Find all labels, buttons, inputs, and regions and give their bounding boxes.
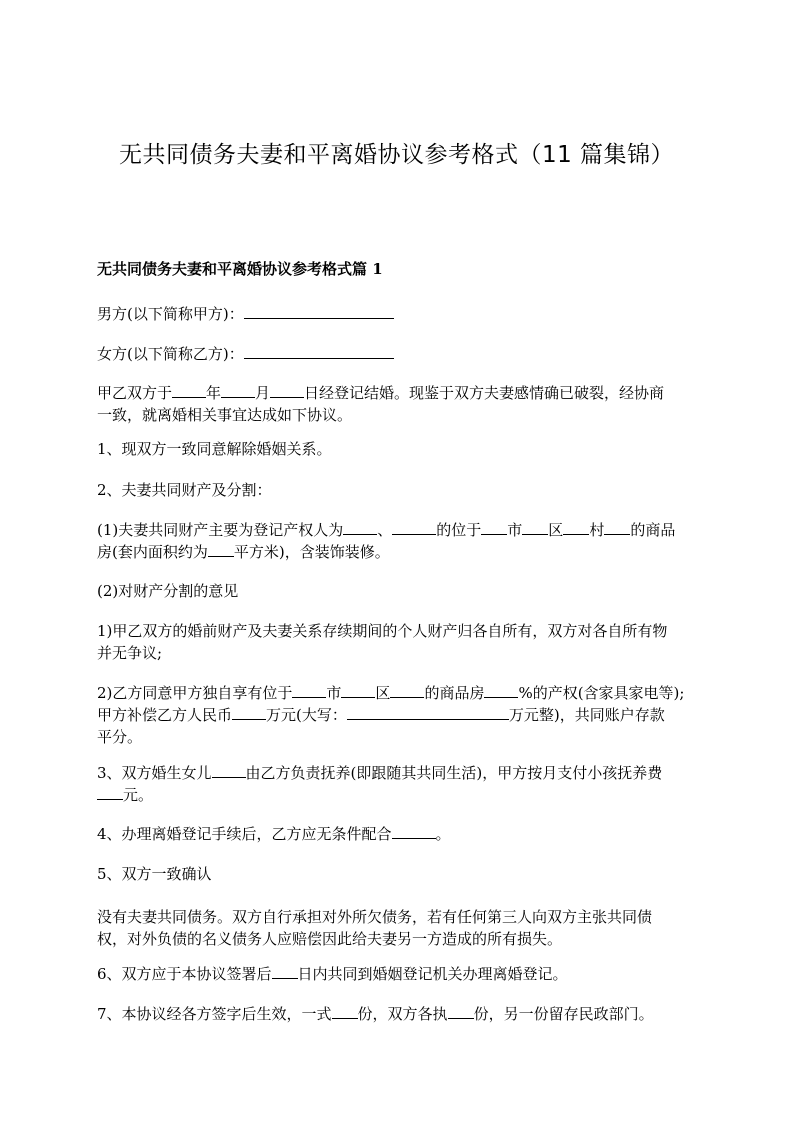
text-run: 月 xyxy=(255,384,271,402)
text-run: 市 xyxy=(507,521,523,539)
female-party-line xyxy=(97,343,707,365)
city-blank xyxy=(481,519,507,535)
item-7 xyxy=(97,1003,707,1025)
text-run: 一致，就离婚相关事宜达成如下协议。 xyxy=(97,406,353,424)
owner-blank-2 xyxy=(392,519,436,535)
section-heading: 无共同债务夫妻和平离婚协议参考格式篇 1 xyxy=(97,260,383,278)
text-run: 万元(大写： xyxy=(266,706,347,724)
house-percent-blank xyxy=(484,682,518,698)
village-blank-2 xyxy=(604,519,630,535)
cooperate-blank xyxy=(392,823,436,839)
text-run: %的产权(含家具家电等); xyxy=(518,684,685,702)
text-run: 7、本协议经各方签字后生效，一式 xyxy=(97,1005,332,1023)
area-blank xyxy=(208,541,234,557)
text-run: 份，另一份留存民政部门。 xyxy=(473,1005,654,1023)
house-city-blank xyxy=(292,682,326,698)
each-copies-blank xyxy=(448,1003,474,1019)
opinion-heading: (2)对财产分割的意见 xyxy=(97,582,239,600)
male-party-blank xyxy=(244,303,394,319)
text-run: 、 xyxy=(377,521,393,539)
item-5: 5、双方一致确认 xyxy=(97,865,212,883)
year-blank xyxy=(172,382,206,398)
text-run: 没有夫妻共同债务。双方自行承担对外所欠债务，若有任何第三人向双方主张共同债 xyxy=(97,908,653,926)
text-run: 平方米)，含装饰装修。 xyxy=(233,543,390,561)
male-party-label: 男方(以下简称甲方)： xyxy=(97,305,244,323)
text-run: 3、双方婚生女儿 xyxy=(97,764,212,782)
text-run: 权，对外负债的名义债务人应赔偿因此给夫妻另一方造成的所有损失。 xyxy=(97,930,563,948)
item-4 xyxy=(97,823,707,845)
text-run: 区 xyxy=(548,521,564,539)
text-run: 份，双方各执 xyxy=(357,1005,448,1023)
text-run: 的商品 xyxy=(630,521,676,539)
text-run: 村 xyxy=(589,521,605,539)
daughter-blank xyxy=(212,762,246,778)
copies-blank xyxy=(332,1003,358,1019)
text-run: 万元整)，共同账户存款 xyxy=(508,706,665,724)
text-run: 。 xyxy=(435,825,451,843)
marriage-paragraph xyxy=(97,382,707,426)
text-run: 市 xyxy=(326,684,342,702)
owner-blank-1 xyxy=(343,519,377,535)
text-run: 平分。 xyxy=(97,728,143,746)
text-run: 日经登记结婚。现鉴于双方夫妻感情确已破裂，经协商 xyxy=(304,384,665,402)
text-run: 区 xyxy=(375,684,391,702)
text-run: 由乙方负责抚养(即跟随其共同生活)，甲方按月支付小孩抚养费 xyxy=(245,764,663,782)
female-party-label: 女方(以下简称乙方)： xyxy=(97,345,244,363)
house-district-blank xyxy=(341,682,375,698)
child-support-blank xyxy=(97,784,123,800)
text-run: (1)夫妻共同财产主要为登记产权人为 xyxy=(97,521,344,539)
text-run: 元。 xyxy=(123,786,154,804)
text-run: 甲乙双方于 xyxy=(97,384,173,402)
compensation-words-blank xyxy=(347,704,509,720)
village-blank xyxy=(563,519,589,535)
text-run: 日内共同到婚姻登记机关办理离婚登记。 xyxy=(297,965,568,983)
item-1: 1、现双方一致同意解除婚姻关系。 xyxy=(97,440,332,458)
day-blank xyxy=(270,382,304,398)
days-blank xyxy=(272,963,298,979)
text-run: 1)甲乙双方的婚前财产及夫妻关系存续期间的个人财产归各自所有，双方对各自所有物 xyxy=(97,622,668,640)
text-run: 甲方补偿乙方人民币 xyxy=(97,706,233,724)
text-run: 2)乙方同意甲方独自享有位于 xyxy=(97,684,293,702)
text-run: 6、双方应于本协议签署后 xyxy=(97,965,272,983)
text-run: 年 xyxy=(206,384,222,402)
property-paragraph xyxy=(97,519,707,563)
premarital-paragraph xyxy=(97,620,707,664)
debt-paragraph xyxy=(97,906,707,950)
text-run: 并无争议; xyxy=(97,644,163,662)
male-party-line xyxy=(97,303,707,325)
text-run: 4、办理离婚登记手续后，乙方应无条件配合 xyxy=(97,825,392,843)
month-blank xyxy=(221,382,255,398)
item-6 xyxy=(97,963,707,985)
text-run: 的商品房 xyxy=(424,684,485,702)
house-paragraph xyxy=(97,682,707,748)
item-2: 2、夫妻共同财产及分割： xyxy=(97,481,272,499)
child-paragraph xyxy=(97,762,707,806)
house-area-blank xyxy=(390,682,424,698)
compensation-blank xyxy=(232,704,266,720)
document-title: 无共同债务夫妻和平离婚协议参考格式（11 篇集锦） xyxy=(118,142,675,168)
district-blank xyxy=(522,519,548,535)
female-party-blank xyxy=(244,343,394,359)
text-run: 的位于 xyxy=(436,521,482,539)
text-run: 房(套内面积约为 xyxy=(97,543,208,561)
